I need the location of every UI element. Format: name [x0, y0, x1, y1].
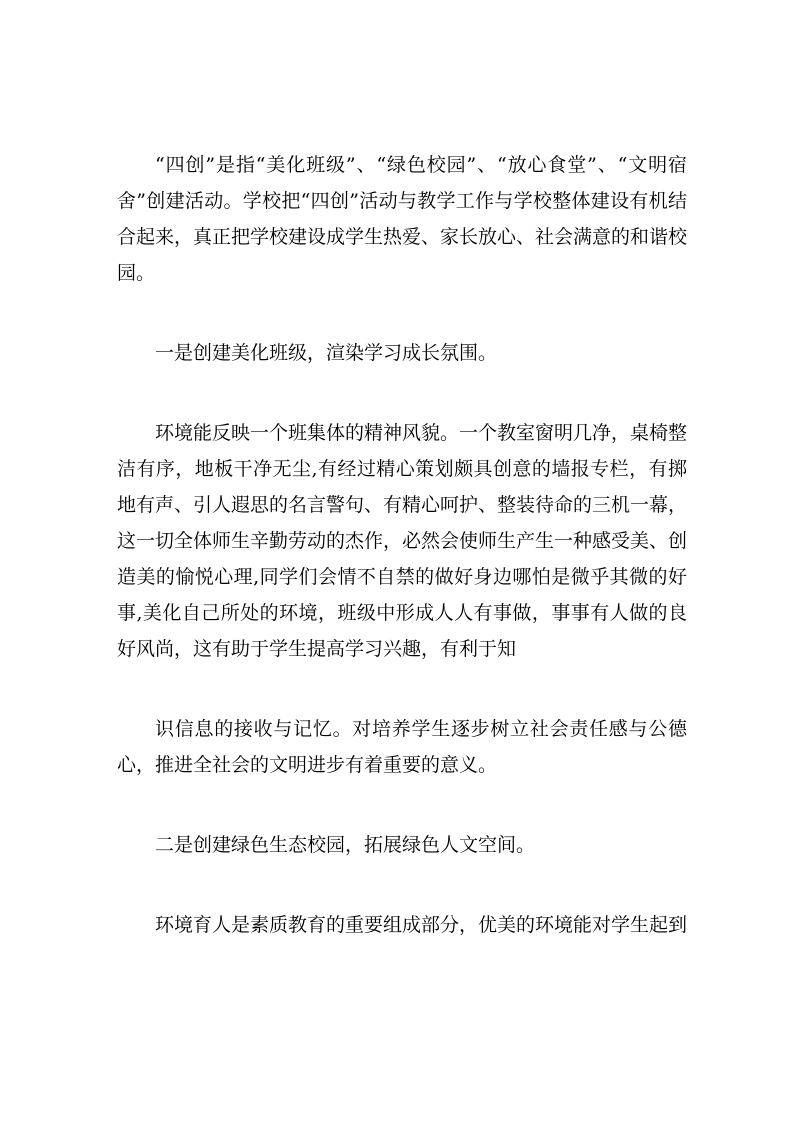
paragraph-green-campus: 环境育人是素质教育的重要组成部分，优美的环境能对学生起到	[155, 914, 688, 936]
document-body	[117, 147, 687, 943]
paragraph-heading-2: 二是创建绿色生态校园，拓展绿色人文空间。	[155, 834, 536, 856]
paragraph-heading-1: 一是创建美化班级，渲染学习成长氛围。	[155, 342, 498, 364]
paragraph-continuation: 识信息的接收与记忆。对培养学生逐步树立社会责任感与公德心，推进全社会的文明进步有着重要的意义。	[117, 718, 687, 776]
paragraph-intro: “四创”是指“美化班级”、“绿色校园”、“放心食堂”、“文明宿舍”创建活动。学校把“四创”活动与教学工作与学校整体建设有机结合起来，真正把学校建设成学生热爱、家长放心、社会满意的和谐校园。	[117, 154, 688, 284]
paragraph-environment: 环境能反映一个班集体的精神风貌。一个教室窗明几净，桌椅整洁有序，地板干净无尘,有经过精心策划颇具创意的墙报专栏，有掷地有声、引人遐思的名言警句、有精心呵护、整装待命的三机一幕，这一切全体师生辛勤劳动的杰作，必然会使师生产生一种感受美、创造美的愉悦心理,同学们会情不自禁的做好身边哪怕是微乎其微的好事,美化自己所处的环境，班级中形成人人有事做，事事有人做的良好风尚，这有助于学生提高学习兴趣，有利于知	[117, 422, 688, 660]
